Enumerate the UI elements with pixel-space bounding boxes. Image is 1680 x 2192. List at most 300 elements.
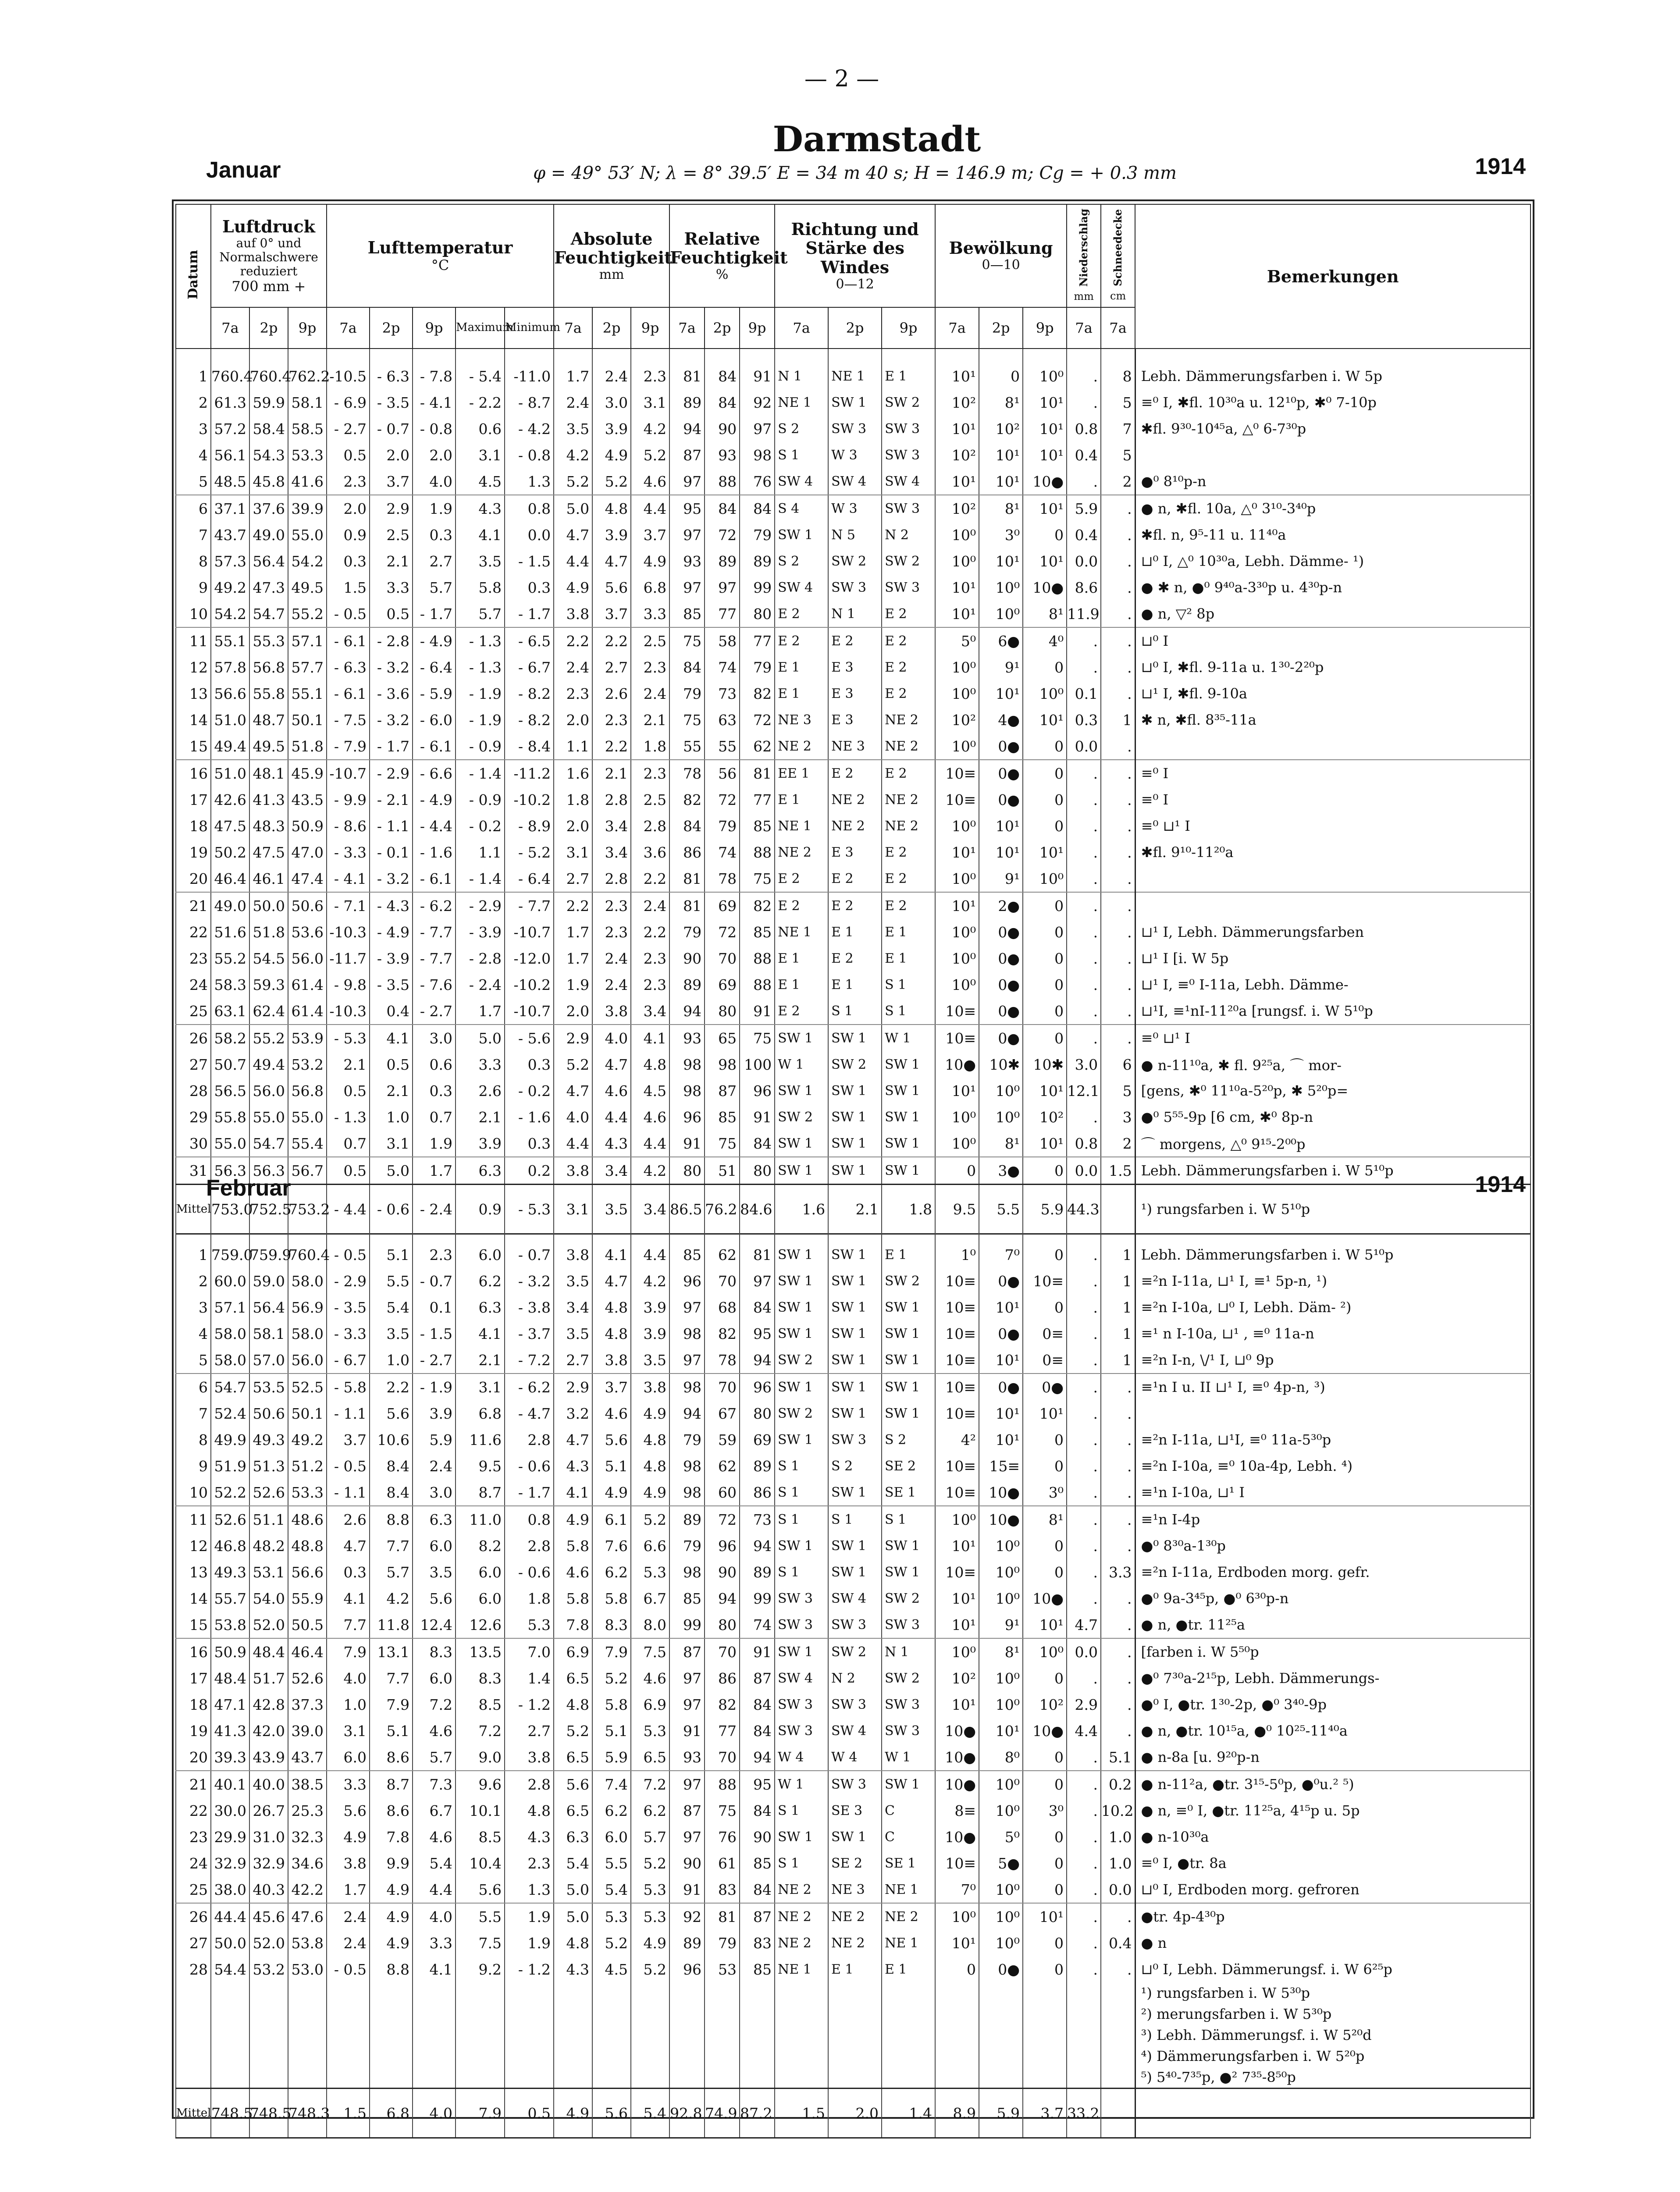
table-cell: 5: [1101, 1078, 1135, 1104]
table-cell: 78: [705, 1347, 740, 1374]
table-cell: 54.0: [249, 1585, 288, 1612]
table-cell: 94: [669, 416, 705, 442]
table-cell: 14: [176, 707, 211, 733]
table-cell: 4.4: [631, 1242, 669, 1268]
table-cell: 55: [669, 733, 705, 760]
table-cell: 43.5: [288, 786, 327, 813]
table-cell: 95: [669, 495, 705, 522]
table-cell: 0: [1023, 1242, 1067, 1268]
table-cell: SW 1: [775, 1374, 828, 1400]
table-cell: 87: [669, 442, 705, 468]
table-cell: 1.9: [413, 495, 456, 522]
table-cell: E 2: [775, 601, 828, 627]
table-cell: 10≡: [935, 1374, 979, 1400]
table-cell: 10²: [935, 707, 979, 733]
table-cell: 58: [705, 627, 740, 654]
table-cell: 10≡: [935, 1559, 979, 1585]
mean-cell: 4.0: [413, 2089, 456, 2138]
table-cell: 78: [669, 760, 705, 786]
table-row: [176, 865, 1531, 892]
table-cell: .: [1101, 654, 1135, 680]
table-cell: 5.5: [592, 1850, 631, 1876]
table-cell: 5.6: [327, 1797, 370, 1824]
header-r7a: 7a: [669, 307, 705, 349]
table-cell: 2.2: [592, 733, 631, 760]
table-cell: 97: [740, 416, 775, 442]
table-cell: - 6.9: [327, 389, 370, 416]
table-cell: 10≡: [935, 1479, 979, 1506]
table-cell: 52.6: [249, 1479, 288, 1506]
table-cell: 2.4: [592, 945, 631, 971]
table-cell: - 3.9: [456, 919, 505, 945]
table-cell: - 1.6: [505, 1104, 554, 1130]
table-cell: 10¹: [1023, 442, 1067, 468]
table-cell: SE 3: [828, 1797, 882, 1824]
table-row: [176, 1294, 1531, 1320]
table-cell: 6.0: [456, 1585, 505, 1612]
table-row: [176, 1744, 1531, 1771]
table-cell: 10¹: [979, 1347, 1023, 1374]
table-cell: W 1: [882, 1744, 935, 1771]
table-cell: 0: [1023, 1559, 1067, 1585]
table-cell: 94: [705, 1585, 740, 1612]
table-cell: - 6.6: [413, 760, 456, 786]
table-cell: SW 3: [828, 574, 882, 601]
table-cell: 28: [176, 1078, 211, 1104]
table-row: [176, 548, 1531, 574]
table-cell: .: [1101, 1400, 1135, 1427]
table-cell: 6.8: [456, 1400, 505, 1427]
table-cell: 52.0: [249, 1930, 288, 1956]
table-cell: 0.3: [413, 1078, 456, 1104]
table-cell: -11.2: [505, 760, 554, 786]
table-cell: SW 4: [828, 468, 882, 495]
table-cell: 10⁰: [935, 522, 979, 548]
table-cell: 3.5: [554, 1320, 592, 1347]
table-cell: 4.4: [631, 1130, 669, 1157]
table-cell: 43.9: [249, 1744, 288, 1771]
table-cell: 10¹: [935, 1078, 979, 1104]
table-cell: SW 4: [828, 1585, 882, 1612]
mean-cell: 84.6: [740, 1185, 775, 1234]
table-cell: 56.6: [211, 680, 249, 707]
mean-cell: 3.4: [631, 1185, 669, 1234]
table-cell: 1.6: [554, 760, 592, 786]
header-t9p: 9p: [413, 307, 456, 349]
table-cell: 0●: [979, 971, 1023, 998]
table-cell: 10≡: [935, 1320, 979, 1347]
table-cell: 5.9: [1067, 495, 1101, 522]
table-cell: 84: [740, 1691, 775, 1718]
table-cell: 0.0: [1067, 1157, 1101, 1185]
table-cell: 7.8: [370, 1824, 413, 1850]
table-cell: 42.0: [249, 1718, 288, 1744]
page-number: — 2 —: [804, 66, 879, 92]
table-cell: E 2: [828, 760, 882, 786]
table-cell: 4.9: [370, 1903, 413, 1930]
table-cell: 10✱: [1023, 1051, 1067, 1078]
table-cell: E 1: [882, 919, 935, 945]
table-cell: 11.0: [456, 1506, 505, 1533]
table-cell: SW 3: [828, 1771, 882, 1797]
table-cell: SW 1: [828, 1479, 882, 1506]
table-row: [176, 1930, 1531, 1956]
table-cell: ≡²n I-n, \/¹ I, ⊔⁰ 9p: [1135, 1347, 1531, 1374]
table-cell: 87: [740, 1903, 775, 1930]
table-cell: ⊔⁰ I, Lebh. Dämmerungsf. i. W 6²⁵p: [1135, 1956, 1531, 1982]
table-cell: 75: [669, 707, 705, 733]
table-cell: 70: [705, 1638, 740, 1665]
table-cell: E 1: [775, 945, 828, 971]
table-cell: 98: [669, 1374, 705, 1400]
table-cell: 51.9: [211, 1453, 249, 1479]
table-cell: 7.2: [631, 1771, 669, 1797]
table-cell: 7.2: [413, 1691, 456, 1718]
table-cell: .: [1101, 865, 1135, 892]
table-cell: 0: [1023, 919, 1067, 945]
table-row: [176, 1585, 1531, 1612]
table-cell: SW 1: [882, 1320, 935, 1347]
table-cell: 6.9: [554, 1638, 592, 1665]
table-row: [176, 1242, 1531, 1268]
table-row: [176, 1691, 1531, 1718]
table-cell: 4.0: [413, 1903, 456, 1930]
table-cell: 46.4: [288, 1638, 327, 1665]
table-cell: 10¹: [979, 680, 1023, 707]
table-cell: 0.7: [327, 1130, 370, 1157]
table-cell: 7.5: [631, 1638, 669, 1665]
table-cell: 3.9: [592, 522, 631, 548]
table-cell: 4.5: [456, 468, 505, 495]
table-cell: SW 2: [775, 1347, 828, 1374]
table-cell: E 1: [828, 1956, 882, 1982]
header-minimum: Minimum: [505, 307, 554, 349]
table-cell: 89: [740, 1559, 775, 1585]
table-cell: 97: [669, 574, 705, 601]
table-cell: 10¹: [935, 1691, 979, 1718]
table-cell: 3⁰: [1023, 1797, 1067, 1824]
table-cell: - 1.3: [327, 1104, 370, 1130]
table-cell: 55.0: [211, 1130, 249, 1157]
table-cell: 41.3: [249, 786, 288, 813]
table-cell: W 4: [775, 1744, 828, 1771]
table-cell: 2.0: [370, 442, 413, 468]
table-cell: 17: [176, 786, 211, 813]
table-cell: 99: [669, 1612, 705, 1638]
table-cell: 10⁰: [979, 1585, 1023, 1612]
table-cell: 40.3: [249, 1876, 288, 1903]
table-cell: 0: [1023, 1744, 1067, 1771]
table-cell: 10⁰: [979, 1691, 1023, 1718]
table-cell: 47.5: [249, 839, 288, 865]
table-cell: 77: [740, 786, 775, 813]
footnote: ²) merungsfarben i. W 5³⁰p: [1135, 2003, 1531, 2025]
table-cell: 3.9: [631, 1294, 669, 1320]
table-cell: 96: [669, 1104, 705, 1130]
table-cell: 1.7: [554, 945, 592, 971]
table-cell: - 1.9: [456, 680, 505, 707]
table-cell: 61: [705, 1850, 740, 1876]
table-cell: .: [1101, 548, 1135, 574]
table-cell: 4.3: [592, 1130, 631, 1157]
table-cell: 4.3: [456, 495, 505, 522]
table-cell: E 1: [828, 919, 882, 945]
table-cell: SW 1: [882, 1157, 935, 1185]
table-cell: 5.3: [505, 1612, 554, 1638]
table-cell: 88: [740, 945, 775, 971]
table-cell: 50.0: [211, 1930, 249, 1956]
table-cell: 1.9: [505, 1903, 554, 1930]
table-cell: 4.8: [554, 1930, 592, 1956]
table-cell: 53.6: [288, 919, 327, 945]
table-cell: 76: [705, 1824, 740, 1850]
table-cell: 2.7: [554, 1347, 592, 1374]
table-cell: 1.7: [554, 363, 592, 389]
table-row: [176, 1506, 1531, 1533]
table-cell: 0.0: [505, 522, 554, 548]
table-cell: SW 1: [775, 1268, 828, 1294]
mean-cell: 3.1: [554, 1185, 592, 1234]
table-cell: - 6.4: [505, 865, 554, 892]
table-cell: .: [1101, 1903, 1135, 1930]
table-cell: 74: [740, 1612, 775, 1638]
footnote: ³) Lebh. Dämmerungsf. i. W 5²⁰d: [1135, 2025, 1531, 2046]
table-cell: - 4.1: [327, 865, 370, 892]
table-cell: 78: [705, 865, 740, 892]
table-cell: 10⁰: [979, 1078, 1023, 1104]
table-row: [176, 1956, 1531, 1982]
mean-cell: - 0.6: [370, 1185, 413, 1234]
table-cell: SW 4: [775, 468, 828, 495]
table-cell: 0●: [1023, 1374, 1067, 1400]
table-cell: 0: [1023, 1665, 1067, 1691]
table-cell: 3.3: [413, 1930, 456, 1956]
table-cell: 46.1: [249, 865, 288, 892]
table-cell: - 3.9: [370, 945, 413, 971]
table-cell: 2: [176, 389, 211, 416]
table-cell: E 2: [775, 865, 828, 892]
table-cell: ● n, ✱fl. 10a, △⁰ 3¹⁰-3⁴⁰p: [1135, 495, 1531, 522]
table-cell: 6.2: [592, 1559, 631, 1585]
table-row: [176, 1876, 1531, 1903]
table-cell: S 1: [775, 442, 828, 468]
table-cell: .: [1101, 971, 1135, 998]
table-cell: 3●: [979, 1157, 1023, 1185]
table-cell: 97: [669, 1691, 705, 1718]
table-cell: 97: [669, 1294, 705, 1320]
table-cell: - 5.4: [456, 363, 505, 389]
table-cell: 3.8: [327, 1850, 370, 1876]
table-cell: 6.1: [592, 1506, 631, 1533]
table-cell: - 2.7: [413, 998, 456, 1025]
table-cell: 82: [740, 892, 775, 919]
table-cell: 80: [740, 601, 775, 627]
table-cell: - 2.8: [456, 945, 505, 971]
table-cell: 2.4: [592, 363, 631, 389]
table-cell: 10≡: [935, 998, 979, 1025]
table-cell: 6.2: [592, 1797, 631, 1824]
table-cell: 10⁰: [935, 1638, 979, 1665]
table-cell: - 5.2: [505, 839, 554, 865]
table-cell: 2.5: [631, 627, 669, 654]
table-cell: - 2.7: [327, 416, 370, 442]
table-cell: 3.1: [456, 442, 505, 468]
table-cell: - 2.2: [456, 389, 505, 416]
table-cell: 53.2: [288, 1051, 327, 1078]
table-cell: ⊔¹ I, ✱fl. 9-10a: [1135, 680, 1531, 707]
table-cell: 48.4: [211, 1665, 249, 1691]
table-cell: 87: [669, 1638, 705, 1665]
table-cell: 51.3: [249, 1453, 288, 1479]
table-cell: - 0.1: [370, 839, 413, 865]
table-cell: E 3: [828, 654, 882, 680]
table-cell: - 1.3: [456, 627, 505, 654]
table-cell: 7.6: [592, 1533, 631, 1559]
mean-cell: 0.5: [505, 2089, 554, 2138]
table-cell: .: [1067, 1320, 1101, 1347]
table-cell: 79: [669, 1533, 705, 1559]
table-cell: 0≡: [1023, 1347, 1067, 1374]
table-row: [176, 680, 1531, 707]
table-cell: 50.9: [288, 813, 327, 839]
table-cell: 1: [1101, 1268, 1135, 1294]
table-cell: SW 1: [775, 1242, 828, 1268]
table-cell: 10¹: [1023, 1612, 1067, 1638]
table-cell: 55.2: [249, 1025, 288, 1051]
table-cell: 54.7: [249, 601, 288, 627]
table-cell: - 6.2: [505, 1374, 554, 1400]
footnote: ⁵) 5⁴⁰-7³⁵p, ●² 7³⁵-8⁵⁰p: [1135, 2067, 1531, 2089]
table-cell: 2.1: [370, 1078, 413, 1104]
table-cell: 9.5: [456, 1453, 505, 1479]
table-row: [176, 945, 1531, 971]
table-cell: NE 2: [882, 1903, 935, 1930]
table-cell: 81: [740, 1242, 775, 1268]
table-cell: 0: [1023, 1850, 1067, 1876]
table-cell: 7.3: [413, 1771, 456, 1797]
table-cell: 2.9: [370, 495, 413, 522]
table-cell: 0.3: [505, 1051, 554, 1078]
table-cell: 57.0: [249, 1347, 288, 1374]
table-cell: 97: [669, 1347, 705, 1374]
table-cell: NE 2: [775, 733, 828, 760]
table-cell: 56.1: [211, 442, 249, 468]
header-w7a: 7a: [775, 307, 828, 349]
table-cell: - 0.9: [456, 786, 505, 813]
table-cell: 6.0: [413, 1533, 456, 1559]
table-cell: .: [1067, 1453, 1101, 1479]
table-cell: .: [1101, 1025, 1135, 1051]
table-cell: SW 4: [828, 1718, 882, 1744]
table-cell: 1.8: [554, 786, 592, 813]
table-cell: - 0.7: [413, 1268, 456, 1294]
table-cell: 30.0: [211, 1797, 249, 1824]
table-cell: 1.0: [370, 1347, 413, 1374]
table-cell: 3.8: [631, 1374, 669, 1400]
table-cell: SW 3: [775, 1612, 828, 1638]
table-cell: 8.6: [370, 1744, 413, 1771]
table-cell: 79: [669, 680, 705, 707]
table-cell: 10²: [935, 389, 979, 416]
table-cell: 55: [705, 733, 740, 760]
table-cell: 5.6: [592, 1427, 631, 1453]
table-cell: ≡⁰ I, ✱fl. 10³⁰a u. 12¹⁰p, ✱⁰ 7-10p: [1135, 389, 1531, 416]
table-row: [176, 1025, 1531, 1051]
table-cell: 98: [669, 1453, 705, 1479]
table-row: [176, 813, 1531, 839]
table-cell: 7⁰: [979, 1242, 1023, 1268]
table-cell: 96: [669, 1268, 705, 1294]
table-cell: 6.5: [554, 1797, 592, 1824]
table-cell: ● n, ▽² 8p: [1135, 601, 1531, 627]
table-cell: 55.0: [288, 522, 327, 548]
table-cell: 2.6: [456, 1078, 505, 1104]
table-cell: - 3.5: [370, 971, 413, 998]
table-cell: 94: [669, 1400, 705, 1427]
table-cell: 81: [669, 363, 705, 389]
mean-cell: 5.4: [631, 2089, 669, 2138]
table-cell: 4.6: [413, 1824, 456, 1850]
table-cell: ✱fl. n, 9⁵-11 u. 11⁴⁰a: [1135, 522, 1531, 548]
table-cell: 41.3: [211, 1718, 249, 1744]
table-cell: 51.8: [288, 733, 327, 760]
table-cell: 23: [176, 1824, 211, 1850]
table-cell: 56.0: [288, 1347, 327, 1374]
table-cell: 4.1: [456, 522, 505, 548]
table-cell: 7.5: [456, 1930, 505, 1956]
header-wind: Richtung und Stärke des Windes 0—12: [775, 204, 935, 307]
table-cell: 54.4: [211, 1956, 249, 1982]
table-cell: - 3.2: [505, 1268, 554, 1294]
table-cell: 0●: [979, 786, 1023, 813]
table-cell: 0.8: [505, 1506, 554, 1533]
table-cell: 10⁰: [935, 971, 979, 998]
table-cell: 51.0: [211, 760, 249, 786]
table-cell: 80: [705, 1612, 740, 1638]
table-cell: 5.4: [370, 1294, 413, 1320]
table-cell: NE 2: [882, 813, 935, 839]
table-cell: 31.0: [249, 1824, 288, 1850]
table-cell: 10¹: [935, 416, 979, 442]
table-cell: 49.0: [249, 522, 288, 548]
table-cell: 5.5: [370, 1268, 413, 1294]
table-cell: ●⁰ 5⁵⁵-9p [6 cm, ✱⁰ 8p-n: [1135, 1104, 1531, 1130]
table-cell: - 1.2: [505, 1691, 554, 1718]
mean-cell: 87.2: [740, 2089, 775, 2138]
table-cell: 10²: [935, 1665, 979, 1691]
month-label-februar: Februar: [206, 1175, 291, 1201]
table-cell: 8: [176, 1427, 211, 1453]
table-cell: 72: [740, 707, 775, 733]
table-cell: 2.2: [554, 892, 592, 919]
table-cell: 10●: [979, 1506, 1023, 1533]
table-cell: 45.8: [249, 468, 288, 495]
table-cell: .: [1067, 945, 1101, 971]
table-cell: 55.4: [288, 1130, 327, 1157]
table-cell: 3.5: [456, 548, 505, 574]
table-cell: 4.7: [554, 1427, 592, 1453]
table-cell: 4.7: [554, 522, 592, 548]
table-cell: 0: [935, 1956, 979, 1982]
table-cell: S 1: [775, 1797, 828, 1824]
table-cell: 0: [1023, 1930, 1067, 1956]
table-cell: S 1: [828, 1506, 882, 1533]
table-cell: 4.7: [592, 1051, 631, 1078]
table-cell: 5.4: [592, 1876, 631, 1903]
table-cell: 5.7: [631, 1824, 669, 1850]
table-cell: - 1.7: [413, 601, 456, 627]
table-cell: W 3: [828, 495, 882, 522]
